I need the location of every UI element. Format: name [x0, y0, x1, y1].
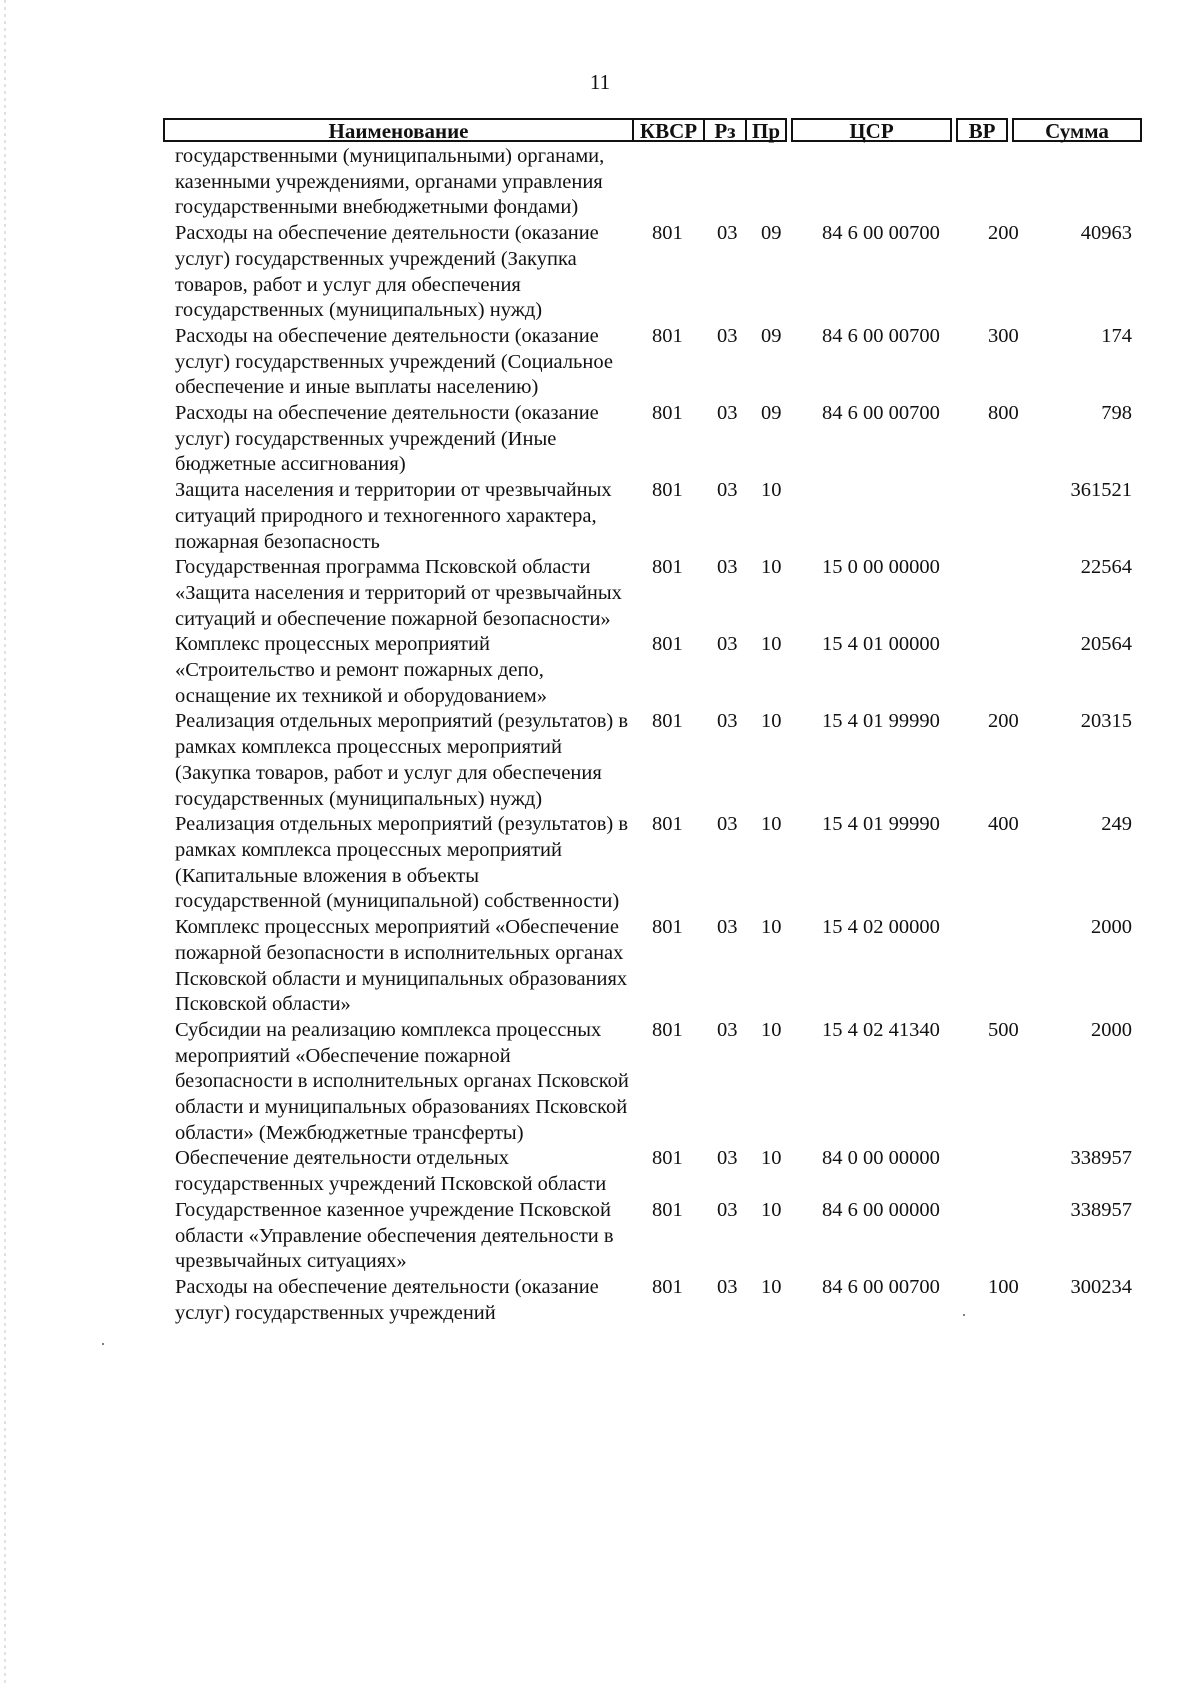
row-name: Расходы на обеспечение деятельности (оказание услуг) государственных учреждений (Закупка товаров, работ и услуг для обеспечения государственных (муниципальных) нужд)	[175, 222, 599, 322]
row-pr: 10	[761, 916, 782, 939]
table-row	[0, 555, 1200, 632]
row-csr: 15 4 02 41340	[822, 1018, 940, 1041]
row-sum: 2000	[1091, 916, 1132, 939]
row-sum: 798	[1101, 402, 1132, 425]
row-kvsr: 801	[652, 710, 683, 733]
row-csr: 15 0 00 00000	[822, 556, 940, 579]
row-kvsr: 801	[652, 324, 683, 347]
row-pr: 10	[761, 710, 782, 733]
row-sum: 249	[1101, 813, 1132, 836]
row-name: Реализация отдельных мероприятий (результатов) в рамках комплекса процессных мероприятий (Закупка товаров, работ и услуг для обеспечения государственных (муниципальных) нужд)	[175, 710, 629, 810]
row-csr: 84 6 00 00000	[822, 1198, 940, 1221]
row-name: Комплекс процессных мероприятий «Обеспечение пожарной безопасности в исполнительных органах Псковской области и муниципальных образованиях Псковской области»	[175, 916, 628, 1016]
row-rz: 03	[717, 222, 738, 245]
row-kvsr: 801	[652, 916, 683, 939]
row-sum: 174	[1101, 324, 1132, 347]
row-name: Расходы на обеспечение деятельности (оказание услуг) государственных учреждений (Иные бюджетные ассигнования)	[175, 402, 599, 476]
row-kvsr: 801	[652, 1147, 683, 1170]
row-name: Субсидии на реализацию комплекса процессных мероприятий «Обеспечение пожарной безопасности в исполнительных органах Псковской области и муниципальных образованиях Псковской области» (Межбюджетные трансферты)	[175, 1018, 629, 1144]
row-kvsr: 801	[652, 633, 683, 656]
row-vr: 100	[988, 1275, 1019, 1298]
row-vr: 800	[988, 402, 1019, 425]
table-row	[0, 709, 1200, 812]
row-pr: 10	[761, 813, 782, 836]
row-rz: 03	[717, 1275, 738, 1298]
row-kvsr: 801	[652, 402, 683, 425]
row-vr: 300	[988, 324, 1019, 347]
row-kvsr: 801	[652, 556, 683, 579]
header-name: Наименование	[163, 118, 634, 142]
row-name: Реализация отдельных мероприятий (результатов) в рамках комплекса процессных мероприятий (Капитальные вложения в объекты государственной (муниципальной) собственности)	[175, 813, 629, 913]
row-sum: 20564	[1080, 633, 1132, 656]
row-sum: 338957	[1070, 1147, 1132, 1170]
header-pr: Пр	[745, 118, 787, 142]
row-csr: 15 4 01 99990	[822, 710, 940, 733]
row-pr: 10	[761, 556, 782, 579]
row-rz: 03	[717, 402, 738, 425]
row-kvsr: 801	[652, 813, 683, 836]
row-kvsr: 801	[652, 1018, 683, 1041]
table-row	[0, 1275, 1200, 1326]
row-csr: 84 6 00 00700	[822, 1275, 940, 1298]
row-sum: 2000	[1091, 1018, 1132, 1041]
table-row	[0, 1018, 1200, 1147]
row-vr: 500	[988, 1018, 1019, 1041]
row-kvsr: 801	[652, 479, 683, 502]
row-csr: 84 0 00 00000	[822, 1147, 940, 1170]
header-rz: Рз	[703, 118, 747, 142]
row-rz: 03	[717, 1147, 738, 1170]
header-kvsr: КВСР	[632, 118, 705, 142]
row-pr: 10	[761, 633, 782, 656]
row-rz: 03	[717, 633, 738, 656]
header-sum: Сумма	[1012, 118, 1142, 142]
row-pr: 10	[761, 1147, 782, 1170]
row-vr: 400	[988, 813, 1019, 836]
row-csr: 84 6 00 00700	[822, 402, 940, 425]
row-csr: 15 4 01 99990	[822, 813, 940, 836]
row-rz: 03	[717, 1198, 738, 1221]
table-row	[0, 1146, 1200, 1197]
row-name: Защита населения и территории от чрезвычайных ситуаций природного и техногенного характера, пожарная безопасность	[175, 479, 612, 553]
row-pr: 09	[761, 402, 782, 425]
table-row	[0, 401, 1200, 478]
table-row	[0, 144, 1200, 221]
row-name: Обеспечение деятельности отдельных государственных учреждений Псковской области	[175, 1147, 607, 1196]
row-name: Государственное казенное учреждение Псковской области «Управление обеспечения деятельности в чрезвычайных ситуациях»	[175, 1198, 614, 1273]
header-csr: ЦСР	[791, 118, 952, 142]
row-csr: 15 4 02 00000	[822, 916, 940, 939]
row-name: Расходы на обеспечение деятельности (оказание услуг) государственных учреждений	[175, 1275, 599, 1324]
row-csr: 84 6 00 00700	[822, 324, 940, 347]
table-row	[0, 221, 1200, 324]
row-name: Государственная программа Псковской области «Защита населения и территорий от чрезвычайных ситуаций и обеспечение пожарной безопасности»	[175, 556, 622, 630]
row-vr: 200	[988, 710, 1019, 733]
table-header	[163, 118, 1142, 144]
row-pr: 10	[761, 479, 782, 502]
row-kvsr: 801	[652, 1275, 683, 1298]
row-sum: 22564	[1080, 556, 1132, 579]
row-vr: 200	[988, 222, 1019, 245]
table-row	[0, 1198, 1200, 1275]
scan-speck	[963, 1314, 965, 1316]
row-csr: 84 6 00 00700	[822, 222, 940, 245]
scan-speck	[102, 1343, 104, 1345]
page-number: 11	[589, 70, 611, 94]
table-row	[0, 478, 1200, 555]
row-csr: 15 4 01 00000	[822, 633, 940, 656]
row-rz: 03	[717, 710, 738, 733]
row-pr: 09	[761, 324, 782, 347]
row-rz: 03	[717, 813, 738, 836]
row-rz: 03	[717, 556, 738, 579]
row-sum: 338957	[1070, 1198, 1132, 1221]
row-pr: 10	[761, 1275, 782, 1298]
row-rz: 03	[717, 1018, 738, 1041]
table-row	[0, 915, 1200, 1018]
header-vr: ВР	[956, 118, 1008, 142]
row-sum: 300234	[1070, 1275, 1132, 1298]
row-pr: 10	[761, 1018, 782, 1041]
row-kvsr: 801	[652, 222, 683, 245]
budget-table-body	[0, 144, 1200, 1326]
row-pr: 09	[761, 222, 782, 245]
table-row	[0, 812, 1200, 915]
row-sum: 361521	[1070, 479, 1132, 502]
row-name: государственными (муниципальными) органами, казенными учреждениями, органами управления государственными внебюджетными фондами)	[175, 145, 605, 219]
row-sum: 40963	[1080, 222, 1132, 245]
row-name: Комплекс процессных мероприятий «Строительство и ремонт пожарных депо, оснащение их техникой и оборудованием»	[175, 633, 547, 707]
row-pr: 10	[761, 1198, 782, 1221]
row-name: Расходы на обеспечение деятельности (оказание услуг) государственных учреждений (Социальное обеспечение и иные выплаты населению)	[175, 324, 613, 399]
row-kvsr: 801	[652, 1198, 683, 1221]
table-row	[0, 324, 1200, 401]
row-rz: 03	[717, 916, 738, 939]
row-sum: 20315	[1080, 710, 1132, 733]
row-rz: 03	[717, 479, 738, 502]
row-rz: 03	[717, 324, 738, 347]
table-row	[0, 632, 1200, 709]
